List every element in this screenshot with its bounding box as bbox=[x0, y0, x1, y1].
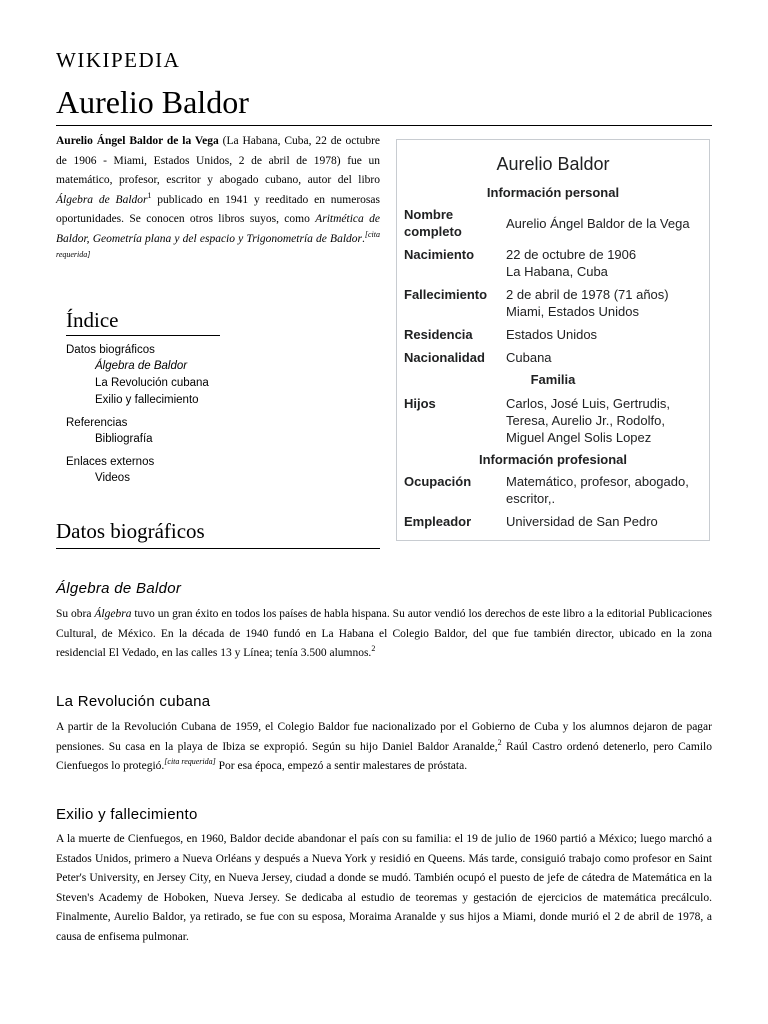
subsection-heading-revolucion: La Revolución cubana bbox=[56, 693, 211, 710]
toc-title: Índice bbox=[66, 308, 220, 336]
table-of-contents bbox=[66, 308, 226, 487]
infobox-row-residencia bbox=[397, 326, 709, 343]
lead-name: Aurelio Ángel Baldor de la Vega bbox=[56, 135, 219, 147]
infobox-value[interactable]: 22 de octubre de 1906 La Habana, Cuba bbox=[506, 247, 637, 279]
text: tuvo un gran éxito en todos los países de habla hispana. Su autor vendió los derechos de este libro a la editorial Publicaciones Cultural, de México. En la década de 1940 fundó en La Habana el Colegio Baldor, del que fue también director, ubicado en la zona residencial El Vedado, en las calles 13 y Línea; tenía 3.500 alumnos. bbox=[56, 608, 712, 660]
toc-item-enlaces[interactable]: Enlaces externos bbox=[66, 456, 155, 468]
infobox-row-hijos bbox=[397, 395, 709, 446]
infobox bbox=[396, 139, 710, 541]
infobox-value[interactable]: Estados Unidos bbox=[506, 327, 598, 342]
infobox-label: Nacionalidad bbox=[404, 350, 485, 365]
lead-citation-needed[interactable]: [cita requerida] bbox=[56, 230, 380, 259]
section-divider bbox=[56, 548, 380, 549]
infobox-value[interactable]: 2 de abril de 1978 (71 años) Miami, Estados Unidos bbox=[506, 287, 669, 319]
infobox-label: Hijos bbox=[404, 396, 436, 411]
infobox-label: Empleador bbox=[404, 514, 472, 529]
wordmark-last-letter: A bbox=[163, 48, 181, 72]
paragraph-algebra bbox=[56, 605, 712, 664]
infobox-title: Aurelio Baldor bbox=[496, 154, 610, 174]
infobox-section-personal: Información personal bbox=[486, 185, 620, 200]
infobox-row-nombre bbox=[397, 206, 709, 240]
paragraph-revolucion bbox=[56, 718, 712, 777]
infobox-value: Carlos, José Luis, Gertrudis, Teresa, Aurelio Jr., Rodolfo, Miguel Angel Solis Lopez bbox=[506, 396, 671, 445]
infobox-row-empleador bbox=[397, 513, 709, 530]
lead-paragraph bbox=[56, 132, 380, 269]
infobox-value: Aurelio Ángel Baldor de la Vega bbox=[506, 215, 690, 231]
wikipedia-wordmark[interactable] bbox=[56, 48, 180, 73]
subsection-heading-exilio: Exilio y fallecimiento bbox=[56, 806, 198, 823]
infobox-value[interactable]: Matemático, profesor, abogado, escritor,. bbox=[506, 474, 689, 506]
lead-text-1: (La Habana, Cuba, 22 de octubre de 1906 - Miami, Estados Unidos, 2 de abril de 1978) fue un matemático, profesor, escritor y abogado cubano, autor del libro bbox=[56, 135, 380, 187]
infobox-row-fallecimiento bbox=[397, 286, 709, 320]
ref-2[interactable]: 2 bbox=[371, 644, 376, 654]
infobox-section-professional: Información profesional bbox=[478, 452, 628, 467]
title-divider bbox=[56, 125, 712, 126]
infobox-label: Nacimiento bbox=[404, 247, 475, 262]
infobox-label: Residencia bbox=[404, 327, 473, 342]
lead-text-2: publicado en 1941 y reeditado en numerosas oportunidades. Se conocen otros libros suyos, como bbox=[56, 193, 380, 226]
algebra-link[interactable]: Álgebra bbox=[94, 608, 132, 620]
infobox-row-nacimiento bbox=[397, 246, 709, 280]
toc-item-referencias[interactable]: Referencias bbox=[66, 417, 128, 429]
infobox-row-ocupacion bbox=[397, 473, 709, 507]
infobox-label: Ocupación bbox=[404, 474, 472, 489]
toc-subitem-exilio[interactable]: Exilio y fallecimiento bbox=[95, 394, 199, 406]
lead-books-2[interactable]: Aritmética de Baldor, Geometría plana y del espacio y Trigonometría de Baldor bbox=[56, 213, 380, 245]
infobox-label: Fallecimiento bbox=[404, 287, 488, 302]
lead-ref-1[interactable]: 1 bbox=[147, 190, 152, 200]
section-heading-datos: Datos biográficos bbox=[56, 519, 205, 543]
wordmark-main: WIKIPEDI bbox=[56, 48, 164, 72]
page-title: Aurelio Baldor bbox=[56, 84, 249, 120]
infobox-value[interactable]: Universidad de San Pedro bbox=[506, 514, 658, 529]
text: Raúl Castro ordenó detenerlo, pero Camilo Cienfuegos lo protegió. bbox=[56, 740, 712, 773]
ref-2[interactable]: 2 bbox=[497, 737, 502, 747]
paragraph-exilio: A la muerte de Cienfuegos, en 1960, Baldor decide abandonar el país con su familia: el 19 de julio de 1960 partió a México; luego marchó a Estados Unidos, primero a Nueva Orléans y después a Nueva York y residió en Queens. Más tarde, consiguió trabajo como profesor en Saint Peter's University, en Jersey City, en Nueva Jersey, ciudad a donde se mudó. También ocupó el puesto de jefe de cátedra de Matemática en la Steven's Academy de Hoboken, Nueva Jersey. Se dedicaba al estudio de teoremas y gestación de ejercicios de matemática precálculo. Finalmente, Aurelio Baldor, ya retirado, se fue con su esposa, Moraima Aranalde y sus hijos a Miami, donde murió el 2 de abril de 1978, a causa de enfisema pulmonar. bbox=[56, 833, 712, 943]
lead-book-link[interactable]: Álgebra de Baldor bbox=[56, 193, 148, 206]
toc-subitem-bibliografia[interactable]: Bibliografía bbox=[95, 433, 153, 445]
toc-subitem-algebra[interactable]: Álgebra de Baldor bbox=[95, 360, 188, 372]
toc-subitem-videos[interactable]: Videos bbox=[95, 472, 130, 484]
text: A partir de la Revolución Cubana de 1959, el Colegio Baldor fue nacionalizado por el Gobierno de Cuba y los alumnos dejaron de pagar pensiones. Su casa en la playa de Ibiza se expropió. Según su hijo Daniel Baldor Aranalde, bbox=[56, 721, 712, 753]
text: Su obra bbox=[56, 608, 95, 620]
toc-item-datos[interactable]: Datos biográficos bbox=[66, 344, 155, 356]
text: Por esa época, empezó a sentir malestares de próstata. bbox=[215, 760, 468, 773]
lead-text-3: . bbox=[362, 232, 365, 245]
infobox-value: Cubana bbox=[506, 350, 552, 365]
infobox-section-family: Familia bbox=[530, 372, 576, 387]
infobox-row-nacionalidad bbox=[397, 349, 709, 366]
citation-needed[interactable]: [cita requerida] bbox=[164, 757, 216, 767]
toc-subitem-revolucion[interactable]: La Revolución cubana bbox=[95, 377, 209, 389]
infobox-label: Nombre completo bbox=[404, 207, 462, 239]
subsection-heading-algebra: Álgebra de Baldor bbox=[56, 580, 182, 597]
